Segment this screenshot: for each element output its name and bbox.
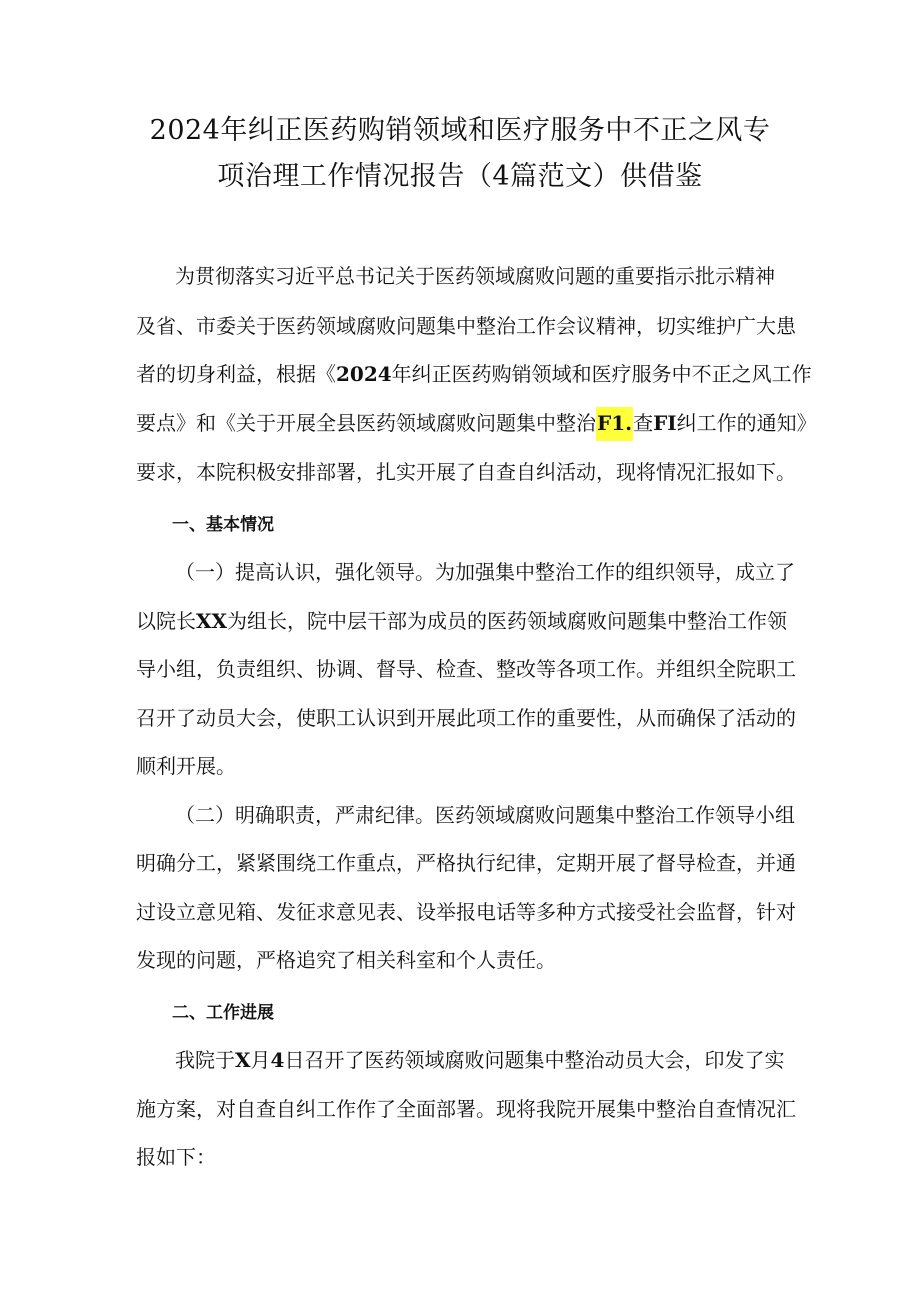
section-1-heading: 一、基本情况 bbox=[172, 515, 274, 535]
document-title-line-1: 2024年纠正医药购销领域和医疗服务中不正之风专 bbox=[149, 115, 771, 146]
intro-line-2: 及省、市委关于医药领域腐败问题集中整治工作会议精神，切实维护广大患 bbox=[136, 314, 796, 338]
director-name: XX bbox=[196, 609, 228, 633]
intro-line-4-text-c: FI bbox=[653, 411, 677, 435]
meeting-day: 4 bbox=[270, 1048, 285, 1072]
intro-line-3-text-c: 年纠正医药购销领域和医疗服务中不正之风工作 bbox=[391, 362, 812, 386]
s1-p1-line-2-text-a: 以院长 bbox=[136, 609, 196, 633]
s1-p2-line-2: 明确分工，紧紧围绕工作重点，严格执行纪律，定期开展了督导检查，并通 bbox=[136, 851, 796, 875]
meeting-month: X bbox=[235, 1048, 251, 1072]
document-title-line-2: 项治理工作情况报告（4篇范文）供借鉴 bbox=[217, 161, 703, 192]
s2-p1-line-2: 施方案，对自查自纠工作作了全面部署。现将我院开展集中整治自查情况汇 bbox=[136, 1097, 796, 1121]
intro-line-4-text-b: 查 bbox=[633, 411, 654, 435]
s2-p1-line-1-text-c: 月 bbox=[250, 1048, 271, 1072]
intro-line-1: 为贯彻落实习近平总书记关于医药领域腐败问题的重要指示批示精神 bbox=[175, 264, 775, 288]
intro-line-4-text-d: 纠工作的通知》 bbox=[676, 411, 817, 435]
s2-p1-line-3: 报如下： bbox=[136, 1145, 216, 1169]
s1-p1-line-2-text-c: 为组长，院中层干部为成员的医药领域腐败问题集中整治工作领 bbox=[227, 609, 788, 633]
intro-line-5: 要求，本院积极安排部署，扎实开展了自查自纠活动，现将情况汇报如下。 bbox=[136, 460, 796, 484]
s1-p1-line-3: 导小组，负责组织、协调、督导、检查、整改等各项工作。并组织全院职工 bbox=[136, 657, 796, 681]
intro-year: 2024 bbox=[336, 362, 392, 386]
s1-p1-line-4: 召开了动员大会，使职工认识到开展此项工作的重要性，从而确保了活动的 bbox=[136, 706, 796, 730]
intro-line-3-text-a: 者的切身利益，根据《 bbox=[136, 362, 336, 386]
s1-p1-line-1: （一）提高认识，强化领导。为加强集中整治工作的组织领导，成立了 bbox=[175, 560, 795, 584]
s2-p1-line-1-text-e: 日召开了医药领域腐败问题集中整治动员大会，印发了实 bbox=[284, 1048, 785, 1072]
s1-p1-line-2 bbox=[136, 611, 787, 631]
s1-p2-line-1: （二）明确职责，严肃纪律。医药领域腐败问题集中整治工作领导小组 bbox=[175, 803, 795, 827]
s1-p2-line-3: 过设立意见箱、发征求意见表、设举报电话等多种方式接受社会监督，针对 bbox=[136, 900, 796, 924]
s1-p2-line-4: 发现的问题，严格追究了相关科室和个人责任。 bbox=[136, 948, 556, 972]
s2-p1-line-1 bbox=[175, 1050, 784, 1070]
intro-line-4 bbox=[136, 413, 817, 433]
s2-p1-line-1-text-a: 我院于 bbox=[175, 1048, 235, 1072]
s1-p1-line-5: 顺利开展。 bbox=[136, 754, 236, 778]
highlighted-text: F1. bbox=[596, 407, 633, 441]
intro-line-3 bbox=[136, 364, 812, 384]
intro-line-4-text-a: 要点》和《关于开展全县医药领域腐败问题集中整治 bbox=[136, 411, 596, 435]
section-2-heading: 二、工作进展 bbox=[172, 1003, 274, 1023]
